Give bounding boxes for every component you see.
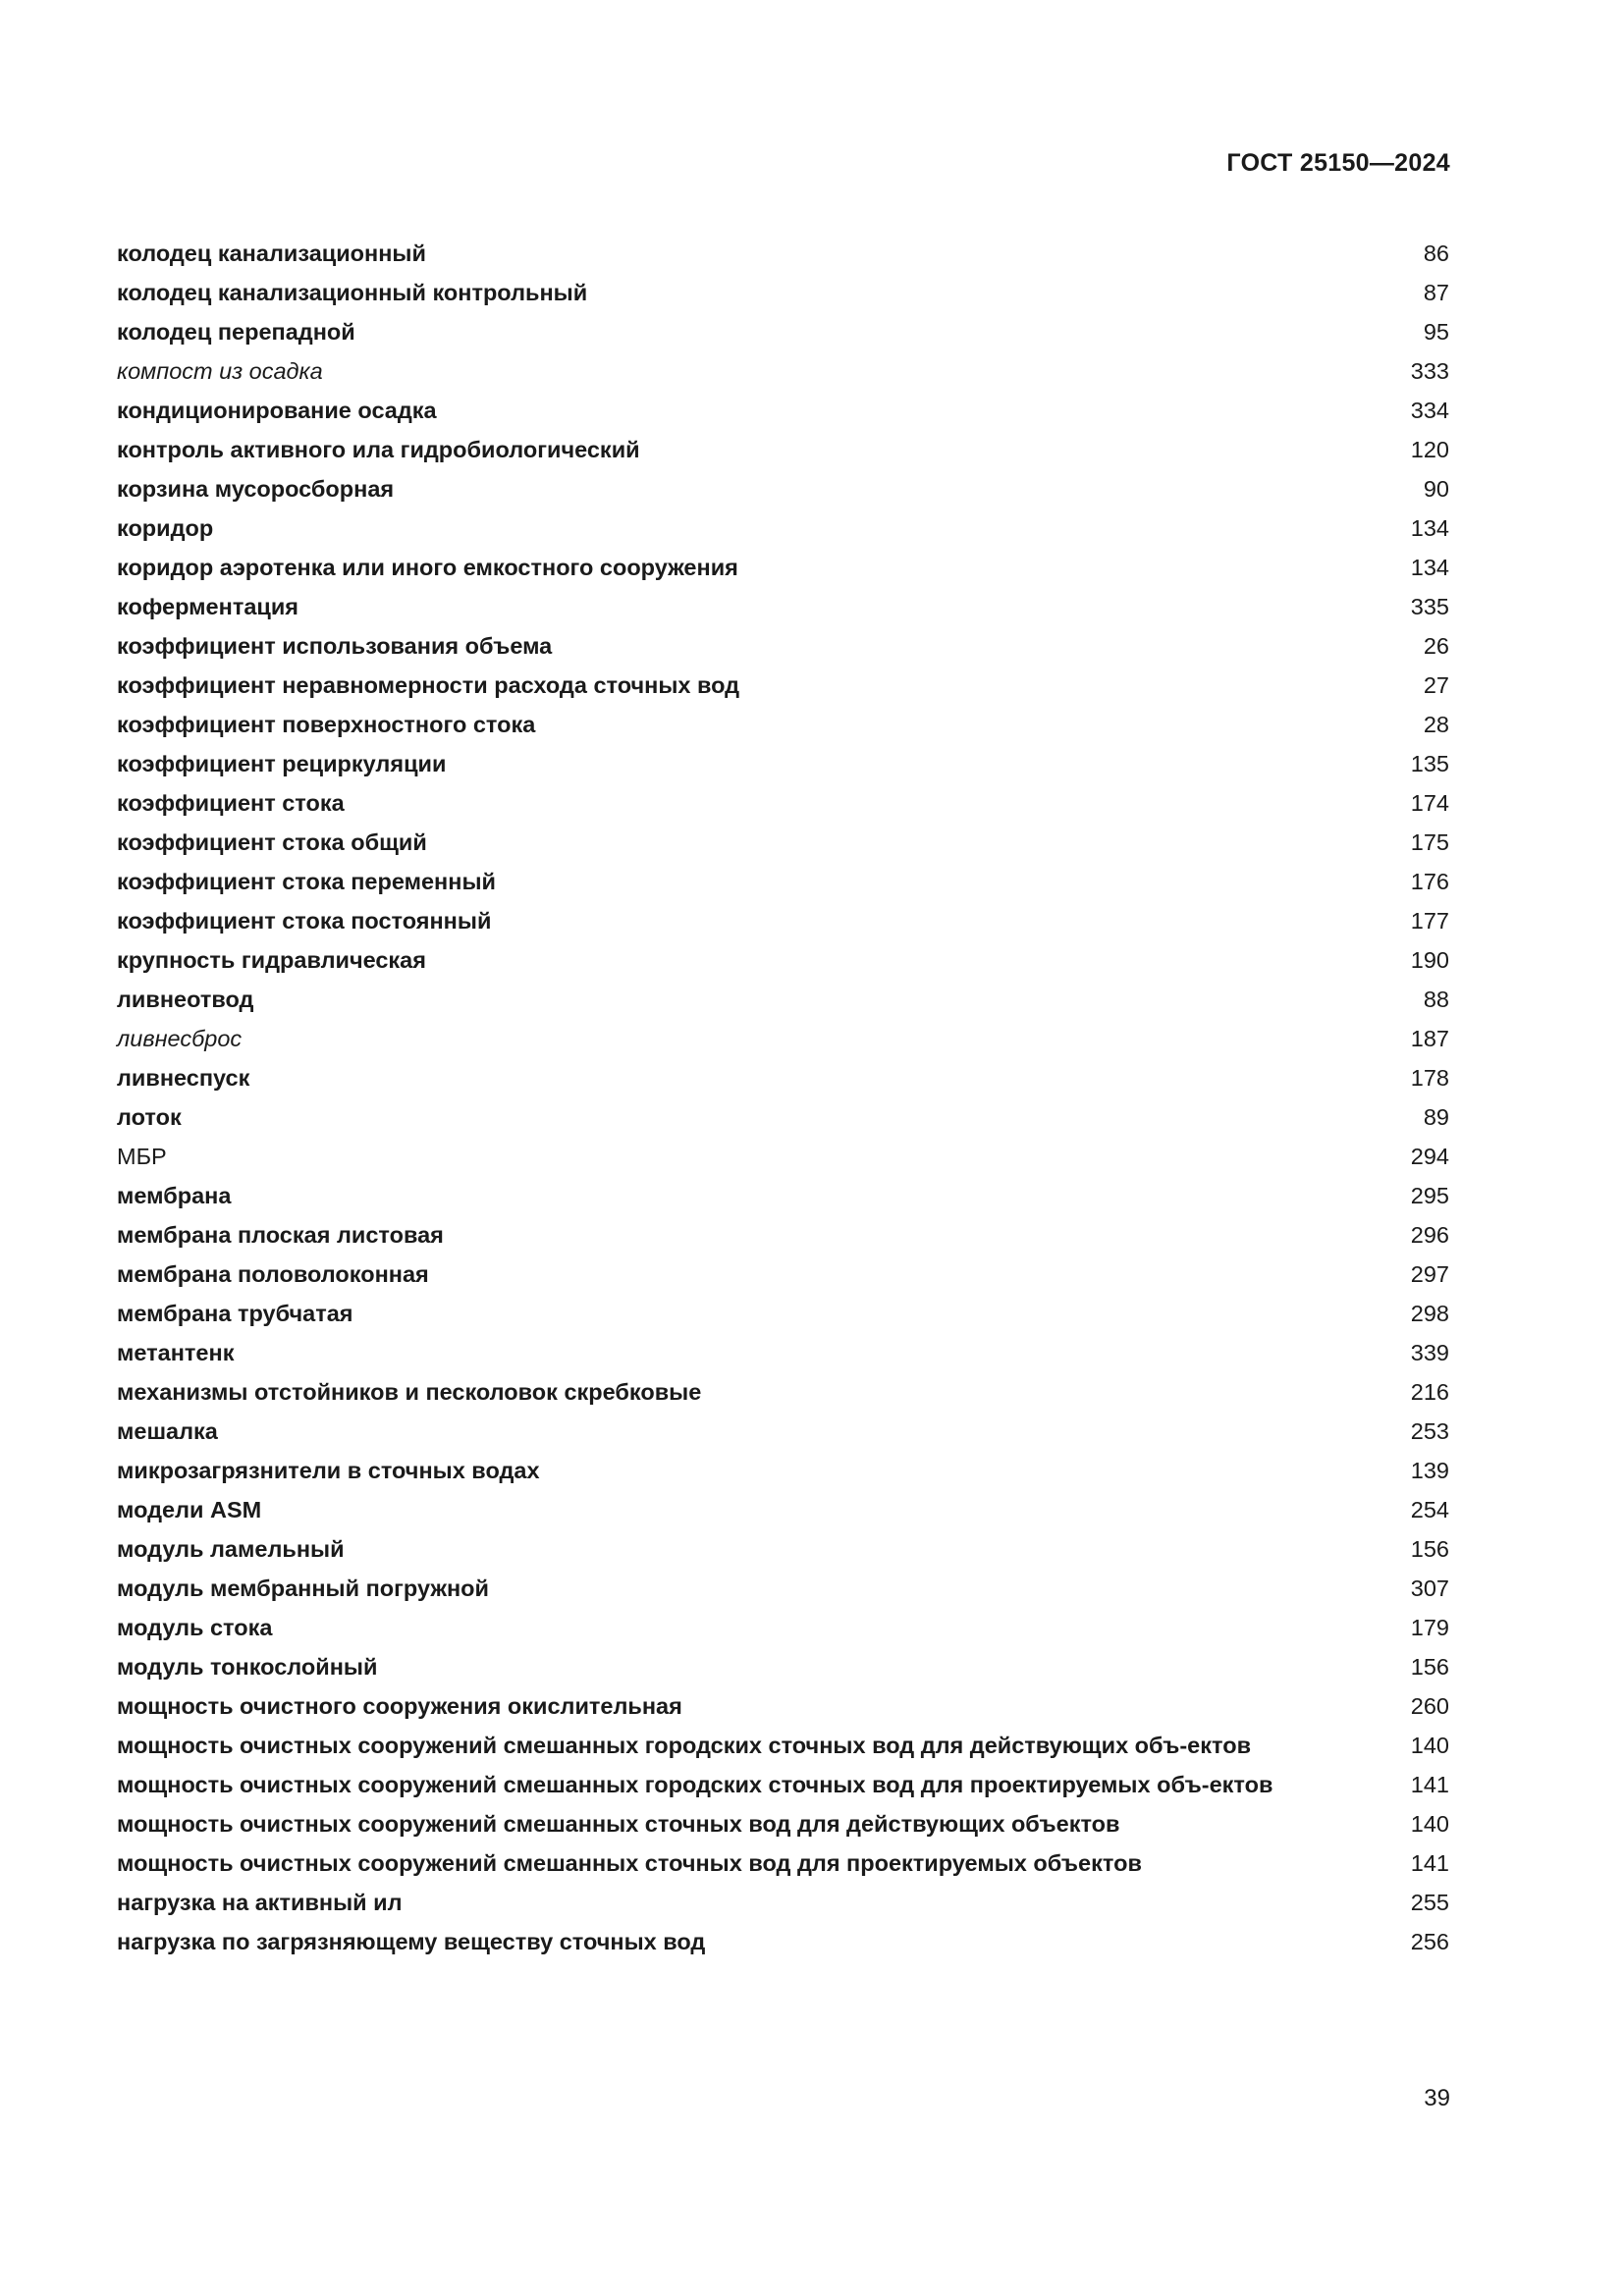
index-term: механизмы отстойников и песколовок скребковые [117,1379,702,1405]
page-number: 39 [1424,2085,1450,2111]
index-page-ref: 156 [1410,1536,1449,1562]
index-page-ref: 190 [1410,947,1449,973]
index-term: коэффициент использования объема [117,633,553,659]
index-page-ref: 335 [1410,594,1449,619]
index-page-ref: 175 [1410,829,1449,855]
index-page-ref: 260 [1410,1693,1449,1719]
index-entry [117,548,1449,587]
index-term: колодец канализационный контрольный [117,280,588,305]
index-page-ref: 187 [1410,1026,1449,1051]
index-page-ref: 296 [1410,1222,1449,1248]
index-page-ref: 140 [1410,1811,1449,1837]
index-entry [117,1883,1449,1922]
index-term: МБР [117,1144,167,1169]
index-term: ливнеотвод [117,987,254,1012]
index-term: нагрузка на активный ил [117,1890,403,1915]
index-page-ref: 95 [1423,319,1449,345]
index-entry [117,1255,1449,1294]
index-term: корзина мусоросборная [117,476,395,502]
index-term: мощность очистных сооружений смешанных сточных вод для проектируемых объектов [117,1850,1142,1876]
index-term: мешалка [117,1418,218,1444]
index-page-ref: 174 [1410,790,1449,816]
index-page-ref: 339 [1410,1340,1449,1365]
index-term: колодец перепадной [117,319,355,345]
index-term: коэффициент стока постоянный [117,908,492,934]
document-header: ГОСТ 25150—2024 [1226,149,1450,177]
index-term: коридор аэротенка или иного емкостного сооружения [117,555,738,580]
index-entry [117,823,1449,862]
index-entry [117,1804,1449,1843]
index-page-ref: 295 [1410,1183,1449,1208]
index-entry [117,705,1449,744]
index-entry [117,1569,1449,1608]
index-term: коэффициент неравномерности расхода сточных вод [117,672,740,698]
index-page-ref: 307 [1410,1575,1449,1601]
index-term: метантенк [117,1340,235,1365]
index-entry [117,1490,1449,1529]
index-entry [117,1097,1449,1137]
index-page-ref: 28 [1423,712,1449,737]
index-entry [117,626,1449,666]
index-term: колодец канализационный [117,240,426,266]
index-page-ref: 156 [1410,1654,1449,1680]
index-entry [117,1922,1449,1961]
index-entry [117,1019,1449,1058]
index-term: мощность очистных сооружений смешанных городских сточных вод для действующих объ-ектов [117,1733,1252,1758]
index-entry [117,940,1449,980]
index-entry [117,430,1449,469]
index-page-ref: 256 [1410,1929,1449,1954]
index-page-ref: 298 [1410,1301,1449,1326]
index-entry [117,1412,1449,1451]
index-page-ref: 176 [1410,869,1449,894]
index-term: кондиционирование осадка [117,398,437,423]
index-entry [117,1215,1449,1255]
index-entry [117,1294,1449,1333]
index-page-ref: 90 [1423,476,1449,502]
index-term: компост из осадка [117,358,323,384]
index-entry [117,666,1449,705]
index-entry [117,234,1449,273]
index-term: крупность гидравлическая [117,947,426,973]
index-page-ref: 333 [1410,358,1449,384]
index-page-ref: 334 [1410,398,1449,423]
index-term: мембрана [117,1183,232,1208]
index-term: мощность очистного сооружения окислительная [117,1693,682,1719]
index-entry [117,1451,1449,1490]
index-page-ref: 255 [1410,1890,1449,1915]
index-page-ref: 254 [1410,1497,1449,1522]
index-term: модуль стока [117,1615,273,1640]
index-term: мощность очистных сооружений смешанных сточных вод для действующих объектов [117,1811,1120,1837]
index-page-ref: 178 [1410,1065,1449,1091]
index-page-ref: 87 [1423,280,1449,305]
index-term: ливнесброс [117,1026,243,1051]
index-page-ref: 89 [1423,1104,1449,1130]
index-page-ref: 26 [1423,633,1449,659]
index-page-ref: 139 [1410,1458,1449,1483]
index-entry [117,1058,1449,1097]
index-term: коэффициент стока общий [117,829,427,855]
index-entry [117,1843,1449,1883]
index-term: модуль мембранный погружной [117,1575,489,1601]
index-term: микрозагрязнители в сточных водах [117,1458,540,1483]
index-page-ref: 88 [1423,987,1449,1012]
index-term: модуль тонкослойный [117,1654,378,1680]
index-entry [117,351,1449,391]
index-page-ref: 294 [1410,1144,1449,1169]
index-entry [117,1765,1449,1804]
index-entry [117,1137,1449,1176]
index-page-ref: 141 [1410,1772,1449,1797]
index-term: нагрузка по загрязняющему веществу сточных вод [117,1929,706,1954]
index-term: контроль активного ила гидробиологический [117,437,640,462]
index-entry [117,391,1449,430]
index-entry [117,1333,1449,1372]
index-page-ref: 141 [1410,1850,1449,1876]
index-term: коэффициент поверхностного стока [117,712,536,737]
index-entry [117,980,1449,1019]
index-term: ливнеспуск [117,1065,250,1091]
index-term: мембрана трубчатая [117,1301,353,1326]
index-term: лоток [117,1104,182,1130]
index-page-ref: 297 [1410,1261,1449,1287]
index-entry [117,901,1449,940]
index-entry [117,312,1449,351]
index-term: коэффициент стока переменный [117,869,496,894]
index-entry [117,1686,1449,1726]
index-term: коридор [117,515,214,541]
index-entry [117,273,1449,312]
index-entry [117,1726,1449,1765]
index-entry [117,744,1449,783]
index-page-ref: 134 [1410,555,1449,580]
index-term: коэффициент рециркуляции [117,751,447,776]
index-page-ref: 86 [1423,240,1449,266]
index-entry [117,508,1449,548]
index-entry [117,783,1449,823]
index-page-ref: 120 [1410,437,1449,462]
index-page-ref: 253 [1410,1418,1449,1444]
index-term: коэффициент стока [117,790,345,816]
index-entry [117,1647,1449,1686]
index-page-ref: 135 [1410,751,1449,776]
index-entry [117,1372,1449,1412]
index-term: мембрана половолоконная [117,1261,429,1287]
index-entry [117,1529,1449,1569]
index-entry [117,1608,1449,1647]
index-page-ref: 140 [1410,1733,1449,1758]
index-entry [117,469,1449,508]
index-page-ref: 27 [1423,672,1449,698]
index-list [117,234,1449,1961]
index-term: модуль ламельный [117,1536,345,1562]
index-page-ref: 134 [1410,515,1449,541]
index-term: коферментация [117,594,299,619]
index-entry [117,1176,1449,1215]
index-term: мощность очистных сооружений смешанных городских сточных вод для проектируемых объ-ектов [117,1772,1273,1797]
index-entry [117,587,1449,626]
index-page-ref: 216 [1410,1379,1449,1405]
index-entry [117,862,1449,901]
index-page-ref: 177 [1410,908,1449,934]
index-term: мембрана плоская листовая [117,1222,444,1248]
index-page-ref: 179 [1410,1615,1449,1640]
index-term: модели ASM [117,1497,262,1522]
